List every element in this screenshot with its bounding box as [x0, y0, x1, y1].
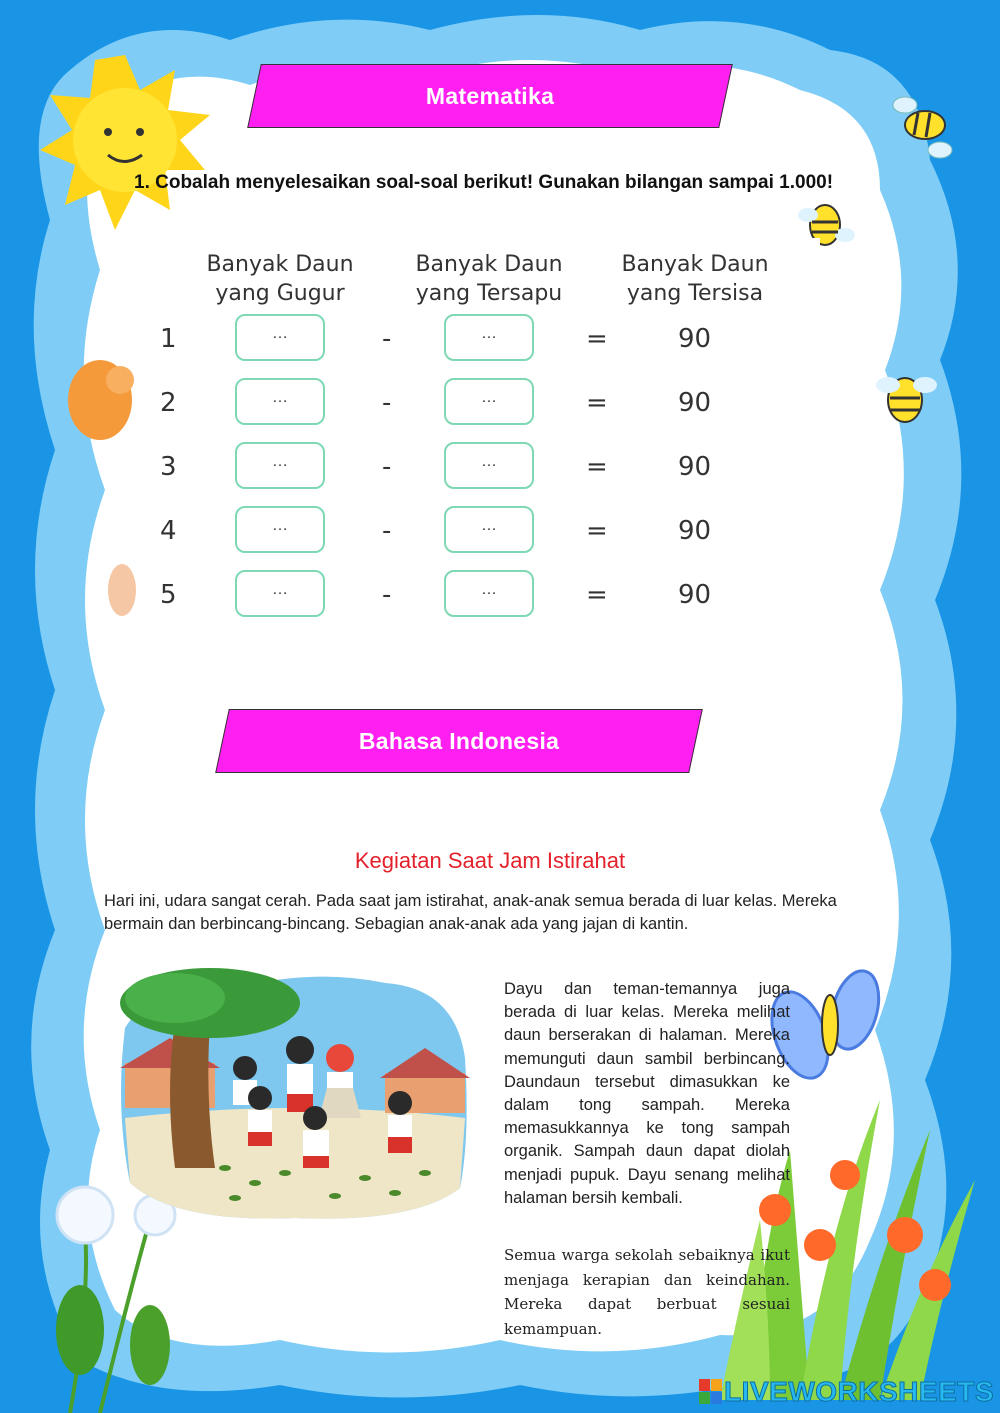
section-banner-language [215, 709, 703, 773]
answer-box-swept[interactable]: … [444, 570, 534, 617]
answer-box-fallen[interactable]: … [235, 506, 325, 553]
minus-sign: - [382, 516, 392, 546]
story-paragraph-2: Semua warga sekolah sebaiknya ikut menjaga kerapian dan keindahan. Mereka dapat berbuat sesuai kemampuan. [504, 1246, 790, 1338]
header-swept-line1: Banyak Daun [415, 252, 563, 277]
equals-sign: = [586, 388, 608, 418]
result-value: 90 [678, 452, 712, 482]
liveworksheets-text: LIVEWORKSHEETS [724, 1376, 994, 1407]
liveworksheets-logo-icon [698, 1378, 724, 1406]
section-title-language: Bahasa Indonesia [358, 727, 560, 754]
answer-box-fallen[interactable]: … [235, 314, 325, 361]
header-remaining-line2: yang Tersisa [626, 281, 764, 306]
header-fallen-line1: Banyak Daun [206, 252, 354, 277]
answer-box-swept[interactable]: … [444, 314, 534, 361]
story-intro: Hari ini, udara sangat cerah. Pada saat jam istirahat, anak-anak semua berada di luar kelas. Mereka bermain dan berbincang-bincang. Sebagian anak-anak ada yang jajan di kantin. [104, 892, 837, 933]
minus-sign: - [382, 580, 392, 610]
row-number: 1 [160, 324, 177, 354]
result-value: 90 [678, 580, 712, 610]
header-swept [404, 250, 574, 308]
header-fallen [195, 250, 365, 308]
answer-box-swept[interactable]: … [444, 378, 534, 425]
result-value: 90 [678, 388, 712, 418]
header-remaining [610, 250, 780, 308]
children-picking-leaves-illustration [115, 968, 470, 1223]
story-title: Kegiatan Saat Jam Istirahat [354, 848, 626, 873]
story-paragraph-1: Dayu dan teman-temannya juga berada di luar kelas. Mereka melihat daun berserakan di halaman. Mereka memunguti daun sambil berbincang. Daundaun tersebut dimasukkan ke dalam tong sampah. Mereka memasukkannya ke tong sampah organik. Sampah daun dapat diolah menjadi pupuk. Dayu senang melihat halaman bersih kembali. [504, 980, 790, 1207]
minus-sign: - [382, 388, 392, 418]
answer-box-fallen[interactable]: … [235, 570, 325, 617]
equals-sign: = [586, 324, 608, 354]
math-instruction: 1. Cobalah menyelesaikan soal-soal berikut! Gunakan bilangan sampai 1.000! [134, 172, 834, 193]
equals-sign: = [586, 452, 608, 482]
minus-sign: - [382, 324, 392, 354]
equals-sign: = [586, 580, 608, 610]
header-swept-line2: yang Tersapu [415, 281, 563, 306]
section-banner-math [247, 64, 733, 128]
liveworksheets-brand [698, 1377, 994, 1407]
equals-sign: = [586, 516, 608, 546]
answer-box-fallen[interactable]: … [235, 442, 325, 489]
header-remaining-line1: Banyak Daun [621, 252, 769, 277]
header-fallen-line2: yang Gugur [215, 281, 345, 306]
result-value: 90 [678, 516, 712, 546]
rabbit-illustration [108, 564, 136, 616]
math-table [140, 238, 820, 658]
answer-box-fallen[interactable]: … [235, 378, 325, 425]
row-number: 4 [160, 516, 177, 546]
row-number: 2 [160, 388, 177, 418]
row-number: 3 [160, 452, 177, 482]
answer-box-swept[interactable]: … [444, 442, 534, 489]
section-title-math: Matematika [425, 82, 555, 109]
result-value: 90 [678, 324, 712, 354]
row-number: 5 [160, 580, 177, 610]
minus-sign: - [382, 452, 392, 482]
answer-box-swept[interactable]: … [444, 506, 534, 553]
